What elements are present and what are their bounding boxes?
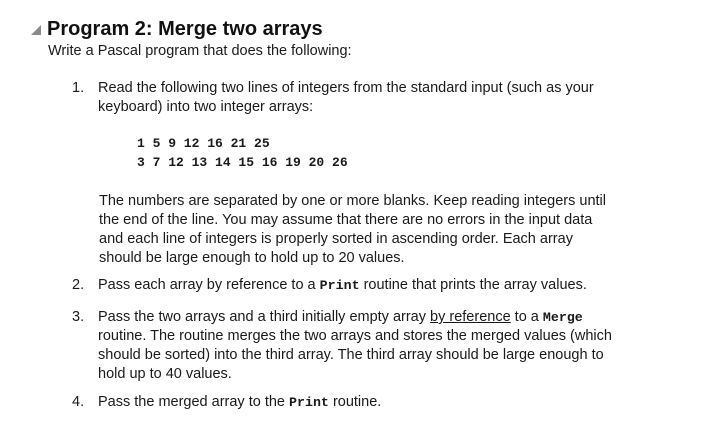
list-item-number: 3.	[72, 309, 85, 325]
list-item-text	[98, 393, 688, 412]
inline-code-merge: Merge	[542, 310, 583, 325]
text-line	[98, 393, 688, 412]
text-segment: routine that prints the array values.	[359, 277, 587, 293]
text-line: The numbers are separated by one or more blanks. Keep reading integers until	[99, 193, 606, 209]
text-segment: Pass each array by reference to a	[98, 277, 320, 293]
text-line: keyboard) into two integer arrays:	[98, 99, 314, 115]
text-segment: Pass the merged array to the	[98, 394, 290, 410]
text-line	[98, 308, 688, 327]
text-segment: routine.	[328, 394, 382, 410]
underlined-phrase: by reference	[430, 309, 511, 325]
text-line: routine. The routine merges the two arrays and stores the merged values (which	[98, 328, 612, 344]
text-segment: to a	[510, 309, 543, 325]
inline-code-print: Print	[289, 395, 329, 410]
text-line: and each line of integers is properly sorted in ascending order. Each array	[99, 231, 573, 247]
list-item-number: 2.	[72, 277, 85, 293]
text-line: should be large enough to hold up to 20 values.	[99, 250, 405, 266]
inline-code-print: Print	[319, 278, 360, 293]
list-item-number: 1.	[72, 80, 85, 96]
list-item-paragraph	[99, 192, 606, 268]
code-line: 1 5 9 12 16 21 25	[137, 136, 270, 151]
list-item-text	[98, 276, 688, 295]
code-line: 3 7 12 13 14 15 16 19 20 26	[137, 155, 348, 170]
text-line: Read the following two lines of integers from the standard input (such as your	[98, 80, 594, 96]
text-line: should be sorted) into the third array. The third array should be large enough to	[98, 347, 604, 363]
intro-text: Write a Pascal program that does the following:	[48, 43, 352, 59]
list-item-text	[98, 79, 688, 117]
list-item-number: 4.	[72, 394, 85, 410]
text-line: hold up to 40 values.	[98, 366, 232, 382]
text-line: the end of the line. You may assume that there are no errors in the input data	[99, 212, 593, 228]
section-heading: Program 2: Merge two arrays	[47, 18, 323, 40]
collapse-triangle-icon[interactable]	[30, 24, 42, 36]
list-item-text	[98, 308, 688, 384]
text-segment: Pass the two arrays and a third initially empty array	[98, 309, 431, 325]
text-line	[98, 276, 688, 295]
